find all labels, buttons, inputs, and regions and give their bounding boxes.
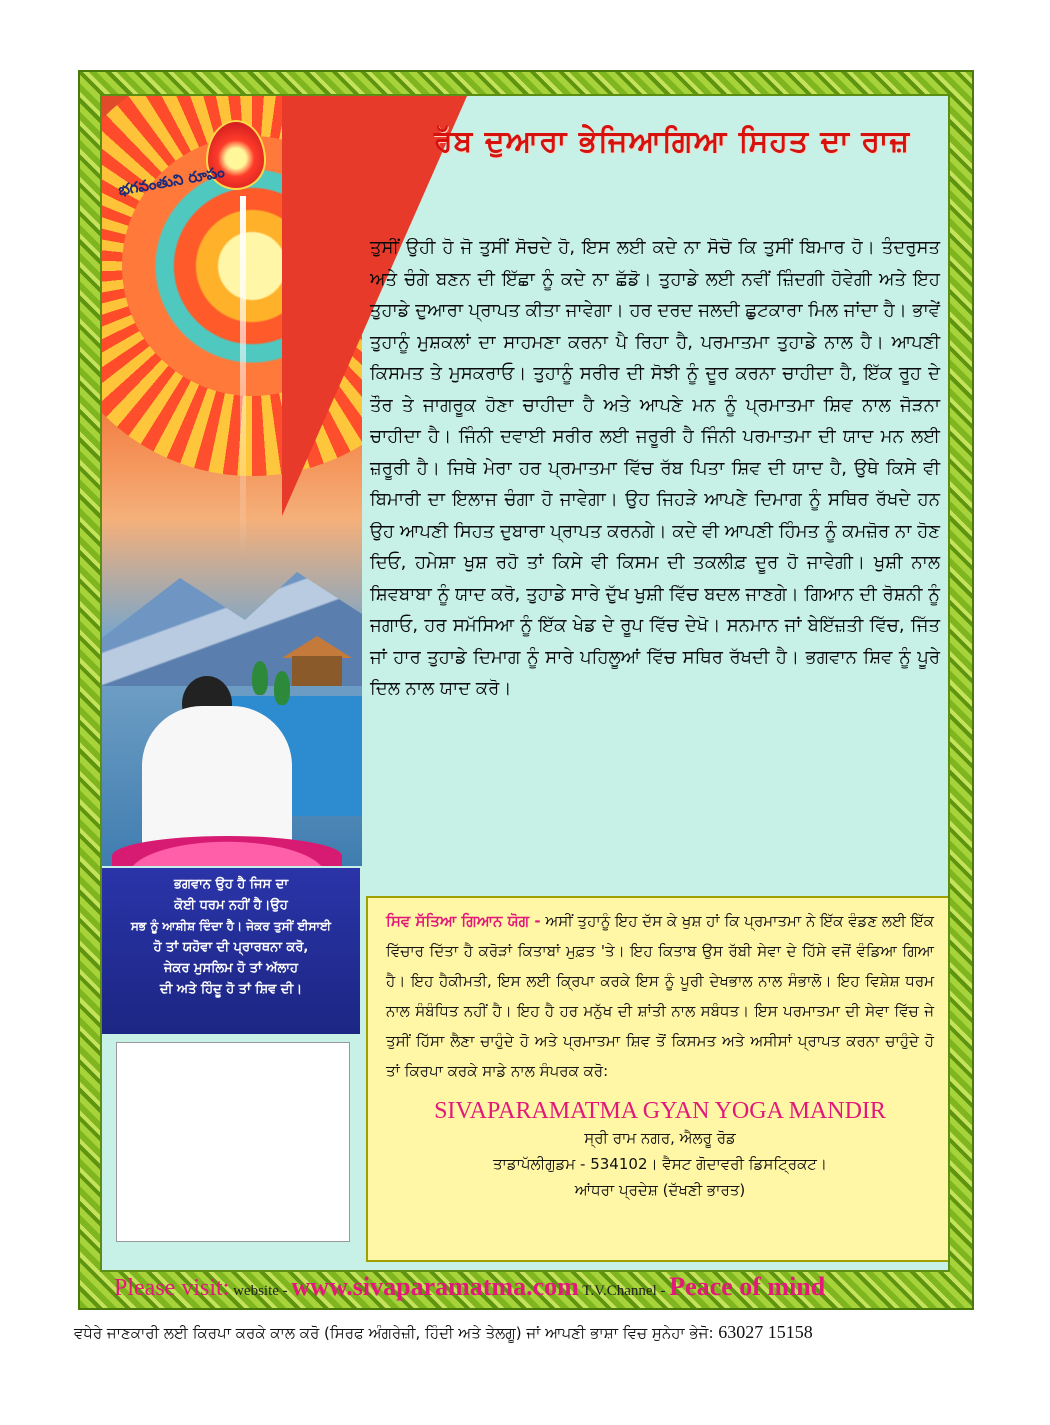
address-line-1: ਸ੍ਰੀ ਰਾਮ ਨਗਰ, ਐਲਰੂ ਰੋਡ: [584, 1129, 736, 1147]
content-panel: [100, 94, 950, 1272]
service-text: ਅਸੀਂ ਤੁਹਾਨੂੰ ਇਹ ਦੱਸ ਕੇ ਖੁਸ਼ ਹਾਂ ਕਿ ਪ੍ਰਮਾਤਮਾ ਨੇ ਇੱਕ ਵੰਡਣ ਲਈ ਇੱਕ ਵਿੱਚਾਰ ਦਿੱਤਾ ਹੈ ਕਰੋੜਾਂ ਕਿਤਾਬਾਂ ਮੁਫ਼ਤ 'ਤੇ। ਇਹ ਕਿਤਾਬ ਉਸ ਰੱਬੀ ਸੇਵਾ ਦੇ ਹਿੱਸੇ ਵਜੋਂ ਵੰਡਿਆ ਗਿਆ ਹੈ। ਇਹ ਹੈਕੀਮਤੀ, ਇਸ ਲਈ ਕ੍ਰਿਪਾ ਕਰਕੇ ਇਸ ਨੂੰ ਪੂਰੀ ਦੇਖਭਾਲ ਨਾਲ ਸੰਭਾਲੋ। ਇਹ ਵਿਸ਼ੇਸ਼ ਧਰਮ ਨਾਲ ਸੰਬੰਧਿਤ ਨਹੀਂ ਹੈ। ਇਹ ਹੈ ਹਰ ਮਨੁੱਖ ਦੀ ਸ਼ਾਂਤੀ ਨਾਲ ਸਬੰਧਤ। ਇਸ ਪਰਮਾਤਮਾ ਦੀ ਸੇਵਾ ਵਿੱਚ ਜੇ ਤੁਸੀਂ ਹਿੱਸਾ ਲੈਣਾ ਚਾਹੁੰਦੇ ਹੋ ਅਤੇ ਪ੍ਰਮਾਤਮਾ ਸ਼ਿਵ ਤੋਂ ਕਿਸਮਤ ਅਤੇ ਅਸੀਸਾਂ ਪ੍ਰਾਪਤ ਕਰਨਾ ਚਾਹੁੰਦੇ ਹੋ ਤਾਂ ਕਿਰਪਾ ਕਰਕੇ ਸਾਡੇ ਨਾਲ ਸੰਪਰਕ ਕਰੋ:: [386, 912, 935, 1080]
service-description: [386, 906, 934, 1086]
brand-caption: భగవంతుని రూపం: [116, 162, 227, 200]
tree-icon: [274, 671, 290, 705]
address-line-2: ਤਾਡਾਪੱਲੀਗੁਡਮ - 534102। ਵੈਸਟ ਗੋਦਾਵਰੀ ਡਿਸਟ੍ਰਿਕਟ।: [492, 1155, 828, 1173]
contact-info-box: [366, 896, 950, 1262]
quote-line: ਜੇਕਰ ਮੁਸਲਿਮ ਹੋ ਤਾਂ ਅੱਲਾਹ: [164, 961, 298, 976]
quote-line: ਕੋਈ ਧਰਮ ਨਹੀਂ ਹੈ।ਉਹ: [174, 898, 288, 913]
organization-name: SIVAPARAMATMA GYAN YOGA MANDIR: [434, 1098, 886, 1124]
footer-text: ਵਧੇਰੇ ਜਾਣਕਾਰੀ ਲਈ ਕਿਰਪਾ ਕਰਕੇ ਕਾਲ ਕਰੋ (ਸਿਰਫ ਅੰਗਰੇਜ਼ੀ, ਹਿੰਦੀ ਅਤੇ ਤੇਲਗੂ) ਜਾਂ ਆਪਣੀ ਭਾਸ਼ਾ ਵਿਚ ਸੁਨੇਹਾ ਭੇਜੋ:: [74, 1324, 719, 1342]
main-article-text: ਤੁਸੀਂ ਉਹੀ ਹੋ ਜੋ ਤੁਸੀਂ ਸੋਚਦੇ ਹੋ, ਇਸ ਲਈ ਕਦੇ ਨਾ ਸੋਚੋ ਕਿ ਤੁਸੀਂ ਬਿਮਾਰ ਹੋ। ਤੰਦਰੁਸਤ ਅਤੇ ਚੰਗੇ ਬਣਨ ਦੀ ਇੱਛਾ ਨੂੰ ਕਦੇ ਨਾ ਛੱਡੋ। ਤੁਹਾਡੇ ਲਈ ਨਵੀਂ ਜ਼ਿੰਦਗੀ ਹੋਵੇਗੀ ਅਤੇ ਇਹ ਤੁਹਾਡੇ ਦੁਆਰਾ ਪ੍ਰਾਪਤ ਕੀਤਾ ਜਾਵੇਗਾ। ਹਰ ਦਰਦ ਜਲਦੀ ਛੁਟਕਾਰਾ ਮਿਲ ਜਾਂਦਾ ਹੈ। ਭਾਵੇਂ ਤੁਹਾਨੂੰ ਮੁਸ਼ਕਲਾਂ ਦਾ ਸਾਹਮਣਾ ਕਰਨਾ ਪੈ ਰਿਹਾ ਹੈ, ਪਰਮਾਤਮਾ ਤੁਹਾਡੇ ਨਾਲ ਹੈ। ਆਪਣੀ ਕਿਸਮਤ ਤੇ ਮੁਸਕਰਾਓ। ਤੁਹਾਨੂੰ ਸਰੀਰ ਦੀ ਸੋਝੀ ਨੂੰ ਦੂਰ ਕਰਨਾ ਚਾਹੀਦਾ ਹੈ, ਇੱਕ ਰੂਹ ਦੇ ਤੌਰ ਤੇ ਜਾਗਰੂਕ ਹੋਣਾ ਚਾਹੀਦਾ ਹੈ ਅਤੇ ਆਪਣੇ ਮਨ ਨੂੰ ਪ੍ਰਮਾਤਮਾ ਸ਼ਿਵ ਨਾਲ ਜੋੜਨਾ ਚਾਹੀਦਾ ਹੈ। ਜਿੰਨੀ ਦਵਾਈ ਸਰੀਰ ਲਈ ਜਰੂਰੀ ਹੈ ਜਿੰਨੀ ਪਰਮਾਤਮਾ ਦੀ ਯਾਦ ਮਨ ਲਈ ਜ਼ਰੂਰੀ ਹੈ। ਜਿਥੇ ਮੇਰਾ ਹਰ ਪ੍ਰਮਾਤਮਾ ਵਿੱਚ ਰੱਬ ਪਿਤਾ ਸ਼ਿਵ ਦੀ ਯਾਦ ਹੈ, ਉਥੇ ਕਿਸੇ ਵੀ ਬਿਮਾਰੀ ਦਾ ਇਲਾਜ ਚੰਗਾ ਹੋ ਜਾਵੇਗਾ। ਉਹ ਜਿਹੜੇ ਆਪਣੇ ਦਿਮਾਗ ਨੂੰ ਸਥਿਰ ਰੱਖਦੇ ਹਨ ਉਹ ਆਪਣੀ ਸਿਹਤ ਦੁਬਾਰਾ ਪ੍ਰਾਪਤ ਕਰਨਗੇ। ਕਦੇ ਵੀ ਆਪਣੀ ਹਿੰਮਤ ਨੂੰ ਕਮਜ਼ੋਰ ਨਾ ਹੋਣ ਦਿਓ, ਹਮੇਸ਼ਾ ਖੁਸ਼ ਰਹੋ ਤਾਂ ਕਿਸੇ ਵੀ ਕਿਸਮ ਦੀ ਤਕਲੀਫ਼ ਦੂਰ ਹੋ ਜਾਵੇਗੀ। ਖੁਸ਼ੀ ਨਾਲ ਸ਼ਿਵਬਾਬਾ ਨੂੰ ਯਾਦ ਕਰੋ, ਤੁਹਾਡੇ ਸਾਰੇ ਦੁੱਖ ਖੁਸ਼ੀ ਵਿੱਚ ਬਦਲ ਜਾਣਗੇ। ਗਿਆਨ ਦੀ ਰੋਸ਼ਨੀ ਨੂੰ ਜਗਾਓ, ਹਰ ਸਮੱਸਿਆ ਨੂੰ ਇੱਕ ਖੇਡ ਦੇ ਰੂਪ ਵਿੱਚ ਦੇਖੋ। ਸਨਮਾਨ ਜਾਂ ਬੇਇੱਜ਼ਤੀ ਵਿੱਚ, ਜਿੱਤ ਜਾਂ ਹਾਰ ਤੁਹਾਡੇ ਦਿਮਾਗ ਨੂੰ ਸਾਰੇ ਪਹਿਲੂਆਂ ਵਿੱਚ ਸਥਿਰ ਰੱਖਦੀ ਹੈ। ਭਗਵਾਨ ਸ਼ਿਵ ਨੂੰ ਪੂਰੇ ਦਿਲ ਨਾਲ ਯਾਦ ਕਰੋ।: [370, 237, 940, 699]
religion-quote-box: [102, 868, 360, 1034]
quote-line: ਹੋ ਤਾਂ ਯਹੋਵਾ ਦੀ ਪ੍ਰਾਰਥਨਾ ਕਰੋ,: [153, 940, 309, 955]
service-heading: ਸਿਵ ਸੱਤਿਆ ਗਿਆਨ ਯੋਗ -: [386, 912, 541, 930]
tv-channel-label: T.V.Channel -: [578, 1283, 670, 1299]
quote-line: ਦੀ ਅਤੇ ਹਿੰਦੂ ਹੋ ਤਾਂ ਸ਼ਿਵ ਦੀ।: [159, 982, 303, 997]
hut: [292, 656, 342, 686]
please-visit-label: Please visit:: [114, 1275, 230, 1301]
website-link[interactable]: www.sivaparamatma.com: [291, 1272, 579, 1301]
tv-channel-name: Peace of mind: [669, 1272, 826, 1301]
quote-line: ਸਭ ਨੂੰ ਆਸ਼ੀਸ਼ ਦਿੰਦਾ ਹੈ। ਜੇਕਰ ਤੁਸੀਂ ਈਸਾਈ: [130, 919, 332, 933]
website-label: website -: [229, 1283, 292, 1299]
hut-roof: [282, 636, 352, 658]
phone-number: 63027 15158: [718, 1322, 813, 1342]
footer-contact: [74, 1322, 994, 1343]
light-beam: [240, 196, 246, 556]
tree-icon: [252, 661, 268, 695]
page-title: ਰੱਬ ਦੁਆਰਾ ਭੇਜਿਆਗਿਆ ਸਿਹਤ ਦਾ ਰਾਜ਼: [433, 124, 911, 159]
quote-line: ਭਗਵਾਨ ਉਹ ਹੈ ਜਿਸ ਦਾ: [173, 877, 289, 892]
blank-stamp-area: [116, 1042, 350, 1242]
address-line-3: ਆਂਧਰਾ ਪ੍ਰਦੇਸ਼ (ਦੱਖਣੀ ਭਾਰਤ): [574, 1181, 746, 1199]
visit-banner: [114, 1272, 944, 1304]
